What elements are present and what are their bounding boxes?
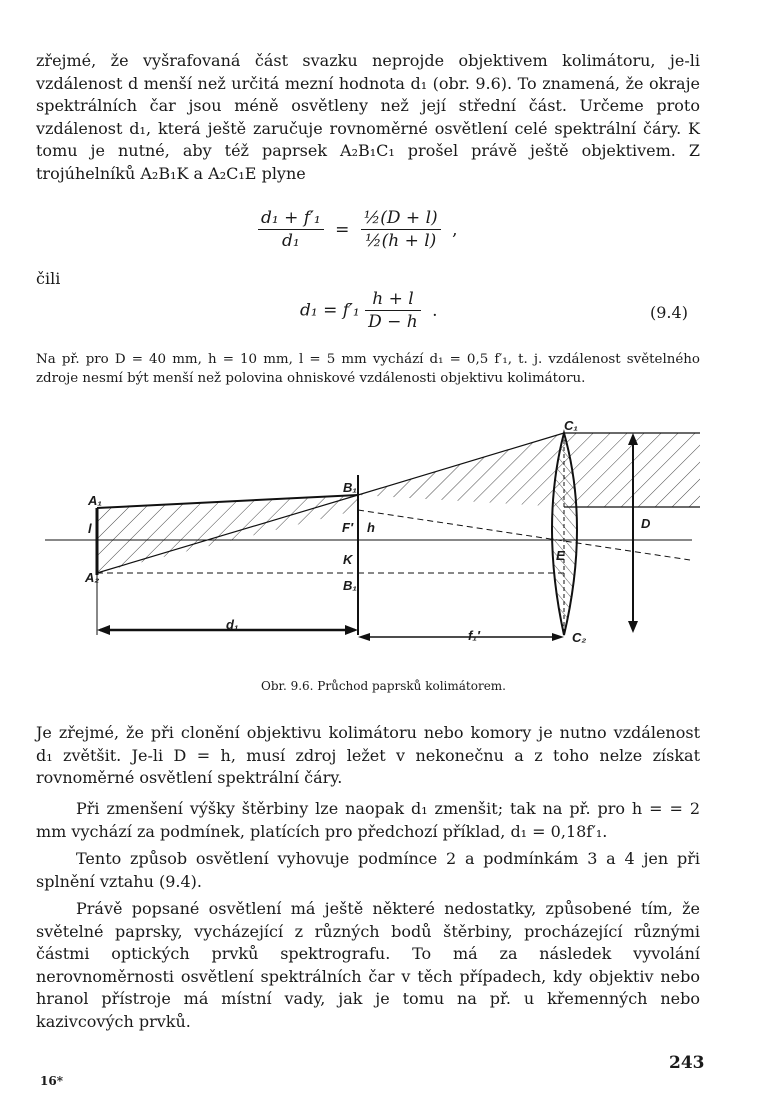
word-cili: čili (36, 269, 61, 288)
equation-9-4 (300, 288, 444, 333)
label-C2: C₂ (572, 630, 587, 645)
eq94-fraction (365, 288, 421, 333)
paragraph-clonění: Je zřejmé, že při clonění objektivu kolimátoru nebo komory je nutno vzdálenost d₁ zvětšit. Je-li D = h, musí zdroj ležet v nekonečnu a z toho nelze získat rovnoměrné osvětlení spektrální čáry. (36, 723, 700, 787)
rhs-denominator: ½(h + l) (365, 231, 437, 251)
label-F: F′ (342, 520, 354, 535)
lhs-numerator: d₁ + f′₁ (258, 207, 324, 230)
label-E: E (556, 548, 565, 563)
paragraph-nedostatky: Právě popsané osvětlení má ještě některé nedostatky, způsobené tím, že světelné paprsky, vycházející z různých bodů štěrbiny, procházející různými částmi optických prvků spektrografu. To má za následek vyvolání nerovnoměrnosti osvětlení spektrálních čar v těch případech, kdy objektiv nebo hranol přístroje má místní vady, jak je tomu na př. u křemenných nebo kazivcových prvků. (36, 899, 700, 1031)
label-d1: d₁ (226, 617, 239, 632)
collimator-figure (0, 415, 767, 675)
label-K: K (343, 552, 353, 567)
page-number: 243 (669, 1053, 705, 1073)
label-A2: A₂ (85, 570, 100, 585)
paragraph-zmenseni: Při zmenšení výšky štěrbiny lze naopak d₁ zmenšit; tak na př. pro h = = 2 mm vychází za podmínek, platících pro předchozí příklad, d₁ = 0,18f′₁. (36, 799, 700, 841)
equation-number: (9.4) (650, 303, 688, 322)
signature-mark: 16* (40, 1074, 63, 1088)
label-l: l (88, 521, 92, 536)
equals-sign: = (335, 219, 350, 240)
fraction-lhs (258, 207, 324, 252)
lhs-denominator: d₁ (282, 231, 300, 251)
eq94-denominator: D − h (368, 312, 418, 332)
figure-caption: Obr. 9.6. Průchod paprsků kolimátorem. (261, 679, 506, 693)
fraction-rhs (361, 207, 441, 252)
label-B1-top: B₁ (343, 480, 357, 495)
paragraph-example: Na př. pro D = 40 mm, h = 10 mm, l = 5 mm vychází d₁ = 0,5 f′₁, t. j. vzdálenost světelného zdroje nesmí být menší než polovina ohniskové vzdálenosti objektivu kolimátoru. (36, 352, 700, 386)
eq94-period: . (432, 300, 438, 321)
label-h: h (367, 520, 375, 535)
label-D: D (641, 516, 651, 531)
eq94-lhs: d₁ = f′₁ (300, 300, 360, 321)
paragraph-intro: zřejmé, že vyšrafovaná část svazku neprojde objektivem kolimátoru, je-li vzdálenost d menší než určitá mezní hodnota d₁ (obr. 9.6). To znamená, že okraje spektrálních čar jsou méně osvětleny než její střední část. Určeme proto vzdálenost d₁, která ještě zaručuje rovnoměrné osvětlení celé spektrální čáry. K tomu je nutné, aby též paprsek A₂B₁C₁ prošel právě ještě objektivem. Z trojúhelníků A₂B₁K a A₂C₁E plyne (36, 51, 700, 183)
label-C1: C₁ (564, 418, 578, 433)
rhs-numerator: ½(D + l) (361, 207, 441, 230)
eq94-numerator: h + l (365, 288, 421, 311)
paragraph-zpusob: Tento způsob osvětlení vyhovuje podmínce 2 a podmínkám 3 a 4 jen při splnění vztahu (9.4). (36, 849, 700, 891)
label-f1: f₁′ (468, 628, 481, 643)
equation-ratio (258, 207, 463, 252)
equation-comma: , (452, 219, 458, 240)
label-B1-bottom: B₁ (343, 578, 357, 593)
label-A1: A₁ (88, 493, 102, 508)
